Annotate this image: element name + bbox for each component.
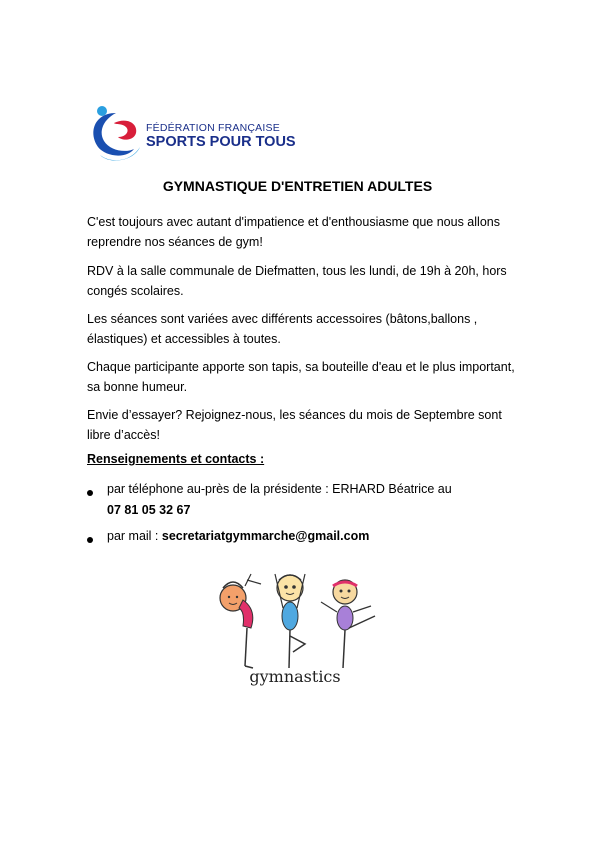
page-title: GYMNASTIQUE D'ENTRETIEN ADULTES xyxy=(162,178,433,194)
contact-mail-address: secretariatgymmarche@gmail.com xyxy=(161,529,370,543)
contacts-heading: Renseignements et contacts : xyxy=(87,452,265,466)
paragraph-envie: Envie d’essayer? Rejoignez-nous, les séances du mois de Septembre sont libre d’accès! xyxy=(87,408,502,442)
illustration-caption: gymnastics xyxy=(249,667,341,686)
contact-phone-number: 07 81 05 32 67 xyxy=(107,503,191,517)
gymnast-figure-middle xyxy=(275,574,305,668)
contact-mail-prefix: par mail : xyxy=(107,529,162,543)
ffspt-logo xyxy=(86,103,316,165)
bullet-icon xyxy=(87,537,93,543)
ffspt-logo-mark xyxy=(86,103,148,165)
contact-phone xyxy=(107,479,517,521)
gymnast-figure-left xyxy=(220,574,261,668)
paragraph-seances: Les séances sont variées avec différents accessoires (bâtons,ballons , élastiques) et accessibles à toutes. xyxy=(87,312,478,346)
gymnast-figure-right xyxy=(321,580,375,668)
paragraph-rdv: RDV à la salle communale de Diefmatten, tous les lundi, de 19h à 20h, hors congés scolaires. xyxy=(87,264,507,298)
paragraph-participante: Chaque participante apporte son tapis, sa bouteille d'eau et le plus important, sa bonne humeur. xyxy=(87,360,515,394)
paragraph-intro: C'est toujours avec autant d'impatience et d'enthousiasme que nous allons reprendre nos séances de gym! xyxy=(87,215,500,249)
contact-phone-text: par téléphone au-près de la présidente : ERHARD Béatrice au xyxy=(107,482,452,496)
logo-text-sports-pour-tous: SPORTS POUR TOUS xyxy=(146,134,296,150)
logo-text-federation: FÉDÉRATION FRANÇAISE xyxy=(146,122,280,134)
bullet-icon xyxy=(87,490,93,496)
contact-mail xyxy=(107,526,517,547)
gymnastics-illustration xyxy=(205,566,385,686)
